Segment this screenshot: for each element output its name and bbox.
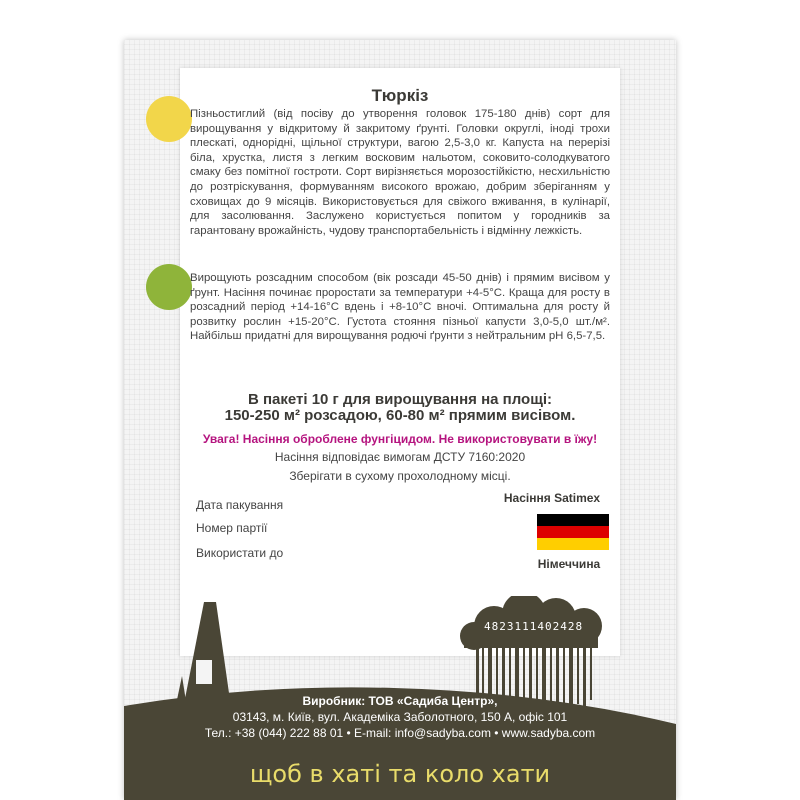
use-by-label: Використати до [196,546,284,560]
description-text: Пізньостиглий (від посіву до утворення головок 175-180 днів) сорт для вирощування у відкритому й закритому ґрунті. Головки округлі, іноді трохи плескаті, однорідні, щільної структури, вагою 2,5-3,0 кг. Капуста на перерізі біла, хрустка, листя з легким восковим нальотом, соковито-солодкуватого смаку без помітної гостроти. Сорт вирізняється морозостійкістю, несхильністю до розтріскування, формуванням високого врожаю, добрим зберіганням у сховищах до 9 місяців. Використовується для свіжого вживання, в кулінарії, для засолювання. Заслужено користується попитом у городників за гарантовану врожайність, чудову транспортабельність і відмінну лежкість. [190,108,610,237]
manufacturer-line2: 03143, м. Київ, вул. Академіка Заболотного, 150 А, офіс 101 [232,710,568,724]
slogan: щоб в хаті та коло хати [249,760,551,788]
warning-text: Увага! Насіння оброблене фунгіцидом. Не використовувати в їжу! [202,432,598,446]
pack-date-label: Дата пакування [196,498,284,512]
manufacturer-line3: Тел.: +38 (044) 222 88 01 • E-mail: info@sadyba.com • www.sadyba.com [204,726,596,740]
green-dot-icon [146,264,192,310]
packet-info-line2: 150-250 м² розсадою, 60-80 м² прямим висівом. [224,407,576,424]
barcode-number: 4823111402428 [484,620,584,633]
storage-text: Зберігати в сухому прохолодному місці. [289,469,511,483]
standard-text: Насіння відповідає вимогам ДСТУ 7160:2020 [274,450,526,464]
country-label: Німеччина [537,557,601,571]
packet-info-line1: В пакеті 10 г для вирощування на площі: [247,391,553,408]
batch-label: Номер партії [196,521,268,535]
manufacturer-line1: Виробник: ТОВ «Садиба Центр», [302,694,498,708]
brand-label: Насіння Satimex [503,491,601,505]
seed-packet [124,40,676,800]
variety-title: Тюркіз [371,86,429,105]
growing-text: Вирощують розсадним способом (вік розсади 45-50 днів) і прямим висівом у ґрунт. Насіння починає проростати за температури +4-5°С. Краща для росту в розсадний період +14-16°С вдень і +8-10°С вночі. Оптимальна для росту й розвитку рослин +15-20°С. Густота стояння пізньої капусти 3,0-5,0 шт./м². Найбільш придатні для вирощування родючі ґрунти з нейтральним pH 6,5-7,5. [190,272,610,343]
germany-flag-icon [537,514,609,550]
